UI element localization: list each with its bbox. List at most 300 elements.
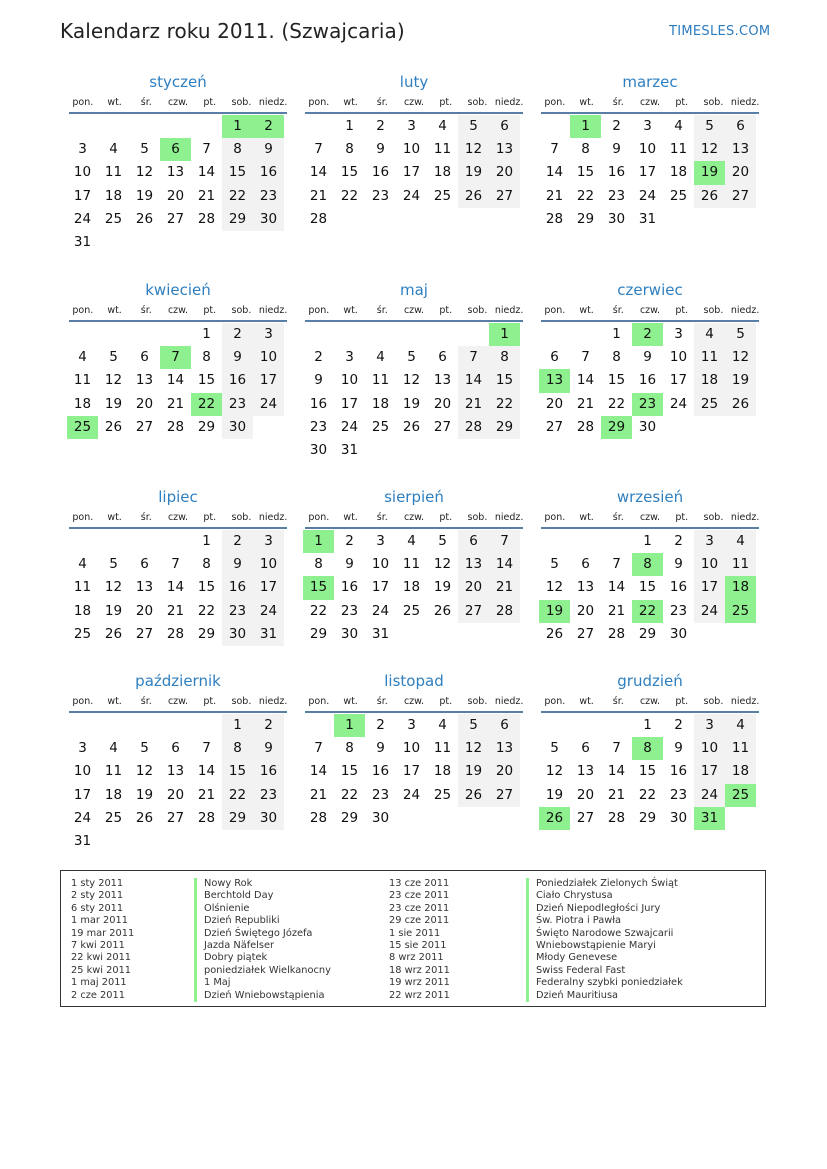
day-cell: 2 [222,530,253,553]
weekday-label: pt. [203,305,217,316]
day-cell: 28 [607,809,626,826]
month-block [303,280,525,462]
day-cell: 15 [197,372,216,389]
day-cell: 20 [576,786,595,803]
holiday-day: 2 [253,115,284,138]
day-cell: 8 [222,138,253,161]
day-cell: 19 [135,187,154,204]
holiday-day: 26 [539,807,570,830]
empty-cell [427,323,458,346]
day-cell: 7 [314,740,323,757]
month-block [67,671,289,853]
day-cell: 29 [222,807,253,830]
day-cell: 23 [669,602,688,619]
empty-cell [129,530,160,553]
day-cell: 17 [669,372,688,389]
month-block [67,487,289,646]
day-cell: 17 [638,164,657,181]
weekday-label: niedz. [730,512,760,523]
day-cell: 3 [674,326,683,342]
weekday-label: wt. [579,696,594,707]
weekday-header [303,509,525,527]
weekday-label: sob. [467,305,488,316]
day-cell: 10 [73,164,92,181]
holiday-day: 19 [539,600,570,623]
day-cell: 10 [669,349,688,366]
day-cell: 3 [253,323,284,346]
holiday-day: 15 [303,576,334,599]
holiday-day: 31 [694,807,725,830]
day-cell: 5 [694,115,725,138]
day-cell: 20 [433,395,452,412]
day-grid [303,323,525,462]
day-cell: 19 [104,395,123,412]
empty-cell [458,323,489,346]
day-cell: 4 [109,740,118,757]
day-cell: 31 [371,625,390,642]
day-cell: 29 [489,416,520,439]
header-divider [305,320,523,322]
day-cell: 30 [253,807,284,830]
day-cell: 11 [104,763,123,780]
day-cell: 5 [438,533,447,549]
day-cell: 12 [458,737,489,760]
day-cell: 7 [550,141,559,158]
day-cell: 10 [694,737,725,760]
day-cell: 27 [458,600,489,623]
day-grid [539,323,761,439]
day-cell: 14 [309,164,328,181]
day-cell: 3 [643,118,652,134]
holiday-day: 7 [160,346,191,369]
day-cell: 3 [78,740,87,757]
day-cell: 15 [222,760,253,783]
month-name: czerwiec [617,281,683,299]
day-cell: 9 [253,737,284,760]
day-cell: 13 [166,164,185,181]
day-cell: 24 [694,600,725,623]
day-cell: 11 [433,740,452,757]
day-cell: 14 [607,579,626,596]
legend-date: 22 wrz 2011 [389,989,450,1001]
day-cell: 6 [550,349,559,366]
legend-holiday-name: Berchtold Day [204,890,274,902]
legend-holiday-name: Młody Genevese [536,952,618,964]
day-cell: 8 [345,740,354,757]
day-cell: 23 [607,187,626,204]
month-block [539,487,761,646]
weekday-header [539,693,761,711]
empty-cell [396,323,427,346]
day-cell: 16 [371,164,390,181]
weekday-label: pon. [72,97,94,108]
day-cell: 23 [340,602,359,619]
day-cell: 7 [489,530,520,553]
day-cell: 27 [166,210,185,227]
day-cell: 1 [643,717,652,733]
day-cell: 29 [197,625,216,642]
empty-cell [539,530,570,553]
weekday-label: pon. [544,305,566,316]
legend-left-names [194,878,331,1002]
holiday-day: 1 [334,714,365,737]
day-cell: 31 [253,623,284,646]
day-cell: 11 [694,346,725,369]
day-cell: 30 [669,809,688,826]
day-cell: 8 [202,556,211,573]
day-cell: 29 [638,625,657,642]
month-name: lipiec [158,488,198,506]
day-cell: 14 [197,763,216,780]
weekday-label: czw. [639,305,661,316]
day-cell: 18 [73,602,92,619]
day-cell: 18 [402,579,421,596]
holiday-legend [60,870,766,1007]
day-cell: 19 [433,579,452,596]
day-cell: 4 [694,323,725,346]
weekday-label: śr. [612,97,624,108]
header-divider [305,527,523,529]
day-cell: 20 [166,187,185,204]
day-cell: 18 [371,395,390,412]
weekday-label: pt. [675,696,689,707]
weekday-label: czw. [167,305,189,316]
day-cell: 24 [340,418,359,435]
empty-cell [191,714,222,737]
empty-cell [191,115,222,138]
holiday-day: 23 [632,393,663,416]
day-cell: 9 [674,740,683,757]
day-grid [67,323,289,439]
weekday-label: sob. [703,512,724,523]
day-cell: 13 [489,737,520,760]
day-cell: 8 [345,141,354,158]
day-cell: 27 [576,809,595,826]
day-cell: 4 [674,118,683,134]
day-cell: 8 [222,737,253,760]
month-block [539,72,761,231]
weekday-label: wt. [343,512,358,523]
day-cell: 24 [638,187,657,204]
month-name: październik [135,672,221,690]
day-cell: 13 [489,138,520,161]
day-cell: 24 [73,210,92,227]
day-cell: 16 [309,395,328,412]
legend-date: 25 kwi 2011 [71,964,132,976]
day-cell: 1 [643,533,652,549]
weekday-header [67,693,289,711]
weekday-label: sob. [467,696,488,707]
day-cell: 3 [407,717,416,733]
weekday-label: śr. [612,512,624,523]
day-cell: 11 [73,372,92,389]
day-cell: 23 [253,185,284,208]
day-cell: 26 [458,784,489,807]
header-divider [69,112,287,114]
day-cell: 18 [433,763,452,780]
day-cell: 28 [166,418,185,435]
holiday-day: 22 [632,600,663,623]
day-cell: 9 [222,346,253,369]
day-cell: 27 [545,418,564,435]
day-cell: 14 [197,164,216,181]
legend-holiday-name: Św. Piotra i Pawła [536,915,622,927]
day-cell: 23 [253,784,284,807]
holiday-day: 25 [725,784,756,807]
empty-cell [160,323,191,346]
legend-date: 6 sty 2011 [71,902,124,914]
day-cell: 11 [433,141,452,158]
day-cell: 5 [109,556,118,573]
header-divider [69,711,287,713]
holiday-day: 25 [725,600,756,623]
empty-cell [98,714,129,737]
weekday-label: czw. [639,512,661,523]
weekday-label: sob. [703,97,724,108]
day-cell: 25 [433,187,452,204]
legend-right-names [526,878,683,1002]
day-cell: 2 [222,323,253,346]
day-cell: 21 [309,187,328,204]
day-cell: 24 [253,393,284,416]
day-cell: 7 [171,556,180,573]
day-cell: 27 [135,625,154,642]
day-cell: 15 [607,372,626,389]
legend-holiday-name: Nowy Rok [204,878,253,889]
day-cell: 14 [166,579,185,596]
day-cell: 21 [166,602,185,619]
day-cell: 30 [222,623,253,646]
day-cell: 5 [458,115,489,138]
weekday-label: pt. [203,512,217,523]
day-cell: 7 [314,141,323,158]
day-cell: 10 [253,553,284,576]
day-cell: 4 [109,141,118,158]
day-cell: 2 [376,717,385,733]
day-cell: 11 [725,553,756,576]
day-cell: 19 [725,369,756,392]
day-cell: 23 [222,393,253,416]
holiday-day: 6 [160,138,191,161]
day-cell: 30 [371,809,390,826]
day-cell: 27 [576,625,595,642]
day-cell: 10 [253,346,284,369]
header-divider [541,112,759,114]
weekday-header [303,94,525,112]
day-cell: 5 [550,556,559,573]
day-cell: 23 [371,786,390,803]
day-cell: 2 [314,349,323,366]
day-cell: 9 [376,141,385,158]
day-cell: 17 [402,763,421,780]
day-cell: 1 [202,533,211,549]
day-cell: 8 [202,349,211,366]
day-cell: 13 [166,763,185,780]
legend-holiday-name: 1 Maj [204,977,231,989]
day-cell: 14 [166,372,185,389]
day-cell: 6 [458,530,489,553]
day-cell: 18 [73,395,92,412]
day-cell: 28 [309,809,328,826]
day-cell: 27 [135,418,154,435]
day-cell: 19 [104,602,123,619]
day-cell: 28 [197,210,216,227]
day-cell: 24 [694,784,725,807]
legend-date: 2 sty 2011 [71,890,124,902]
day-cell: 29 [197,418,216,435]
day-grid [539,530,761,646]
legend-date: 19 wrz 2011 [389,977,450,989]
weekday-label: pt. [439,696,453,707]
day-cell: 6 [489,714,520,737]
weekday-label: czw. [403,305,425,316]
day-cell: 10 [371,556,390,573]
day-cell: 24 [253,600,284,623]
holiday-day: 8 [632,553,663,576]
day-cell: 5 [140,740,149,757]
day-cell: 5 [458,714,489,737]
day-cell: 16 [253,760,284,783]
legend-right-dates [389,878,450,1002]
day-cell: 26 [725,393,756,416]
day-cell: 30 [340,625,359,642]
day-cell: 3 [694,530,725,553]
weekday-label: pt. [439,97,453,108]
weekday-label: czw. [167,512,189,523]
legend-holiday-name: Dzień Republiki [204,915,280,927]
day-cell: 24 [402,187,421,204]
day-cell: 3 [78,141,87,158]
day-cell: 5 [725,323,756,346]
day-cell: 20 [545,395,564,412]
day-cell: 31 [73,233,92,250]
day-cell: 14 [576,372,595,389]
day-cell: 10 [340,372,359,389]
month-block [67,280,289,439]
day-cell: 17 [340,395,359,412]
day-cell: 18 [669,164,688,181]
day-cell: 26 [694,185,725,208]
legend-date: 8 wrz 2011 [389,952,444,964]
weekday-header [67,94,289,112]
day-cell: 4 [438,717,447,733]
page-title: Kalendarz roku 2011. (Szwajcaria) [60,19,405,43]
day-cell: 27 [725,185,756,208]
day-cell: 11 [73,579,92,596]
brand-link[interactable]: TIMESLES.COM [669,24,771,39]
day-cell: 23 [669,786,688,803]
day-cell: 3 [345,349,354,366]
weekday-label: śr. [140,696,152,707]
day-cell: 18 [725,760,756,783]
day-cell: 25 [694,393,725,416]
weekday-header [303,693,525,711]
holiday-day: 1 [570,115,601,138]
holiday-day: 1 [222,115,253,138]
day-cell: 12 [545,579,564,596]
day-cell: 9 [612,141,621,158]
day-cell: 4 [78,349,87,366]
weekday-label: śr. [376,512,388,523]
day-cell: 9 [314,372,323,389]
day-cell: 24 [371,602,390,619]
legend-date: 7 kwi 2011 [71,939,125,951]
weekday-label: wt. [343,696,358,707]
day-cell: 26 [402,418,421,435]
legend-holiday-name: Federalny szybki poniedziałek [536,977,683,989]
empty-cell [129,115,160,138]
weekday-label: wt. [107,97,122,108]
weekday-label: czw. [403,512,425,523]
weekday-label: śr. [376,97,388,108]
legend-holiday-name: Swiss Federal Fast [536,964,626,976]
day-grid [67,530,289,646]
day-cell: 30 [309,441,328,458]
weekday-label: wt. [107,305,122,316]
weekday-label: niedz. [730,696,760,707]
empty-cell [67,323,98,346]
day-grid [539,115,761,231]
empty-cell [129,323,160,346]
day-cell: 12 [104,579,123,596]
weekday-label: sob. [467,512,488,523]
day-cell: 17 [73,786,92,803]
empty-cell [67,530,98,553]
day-cell: 30 [607,210,626,227]
weekday-label: niedz. [494,696,524,707]
day-cell: 29 [576,210,595,227]
weekday-label: sob. [231,97,252,108]
weekday-label: sob. [703,696,724,707]
weekday-label: śr. [140,512,152,523]
day-cell: 22 [607,395,626,412]
header-divider [305,112,523,114]
weekday-label: niedz. [494,305,524,316]
empty-cell [601,530,632,553]
legend-date: 2 cze 2011 [71,989,125,1001]
weekday-label: śr. [140,305,152,316]
day-cell: 10 [402,141,421,158]
day-cell: 16 [222,369,253,392]
day-cell: 4 [438,118,447,134]
day-cell: 12 [104,372,123,389]
day-grid [303,714,525,830]
month-block [539,280,761,439]
holiday-day: 29 [601,416,632,439]
day-cell: 20 [135,602,154,619]
day-cell: 13 [135,372,154,389]
weekday-label: sob. [231,512,252,523]
month-name: maj [400,281,428,299]
day-cell: 1 [202,326,211,342]
day-cell: 9 [345,556,354,573]
day-cell: 5 [109,349,118,366]
day-cell: 12 [135,763,154,780]
legend-left-dates [71,878,134,1002]
legend-date: 23 cze 2011 [389,890,450,902]
weekday-label: niedz. [258,696,288,707]
day-cell: 16 [253,161,284,184]
holiday-day: 8 [632,737,663,760]
day-cell: 5 [140,141,149,158]
legend-holiday-name: Dobry piątek [204,952,268,964]
weekday-label: pon. [544,97,566,108]
day-cell: 16 [669,763,688,780]
day-cell: 15 [638,579,657,596]
day-cell: 4 [407,533,416,549]
day-cell: 22 [340,786,359,803]
empty-cell [303,115,334,138]
